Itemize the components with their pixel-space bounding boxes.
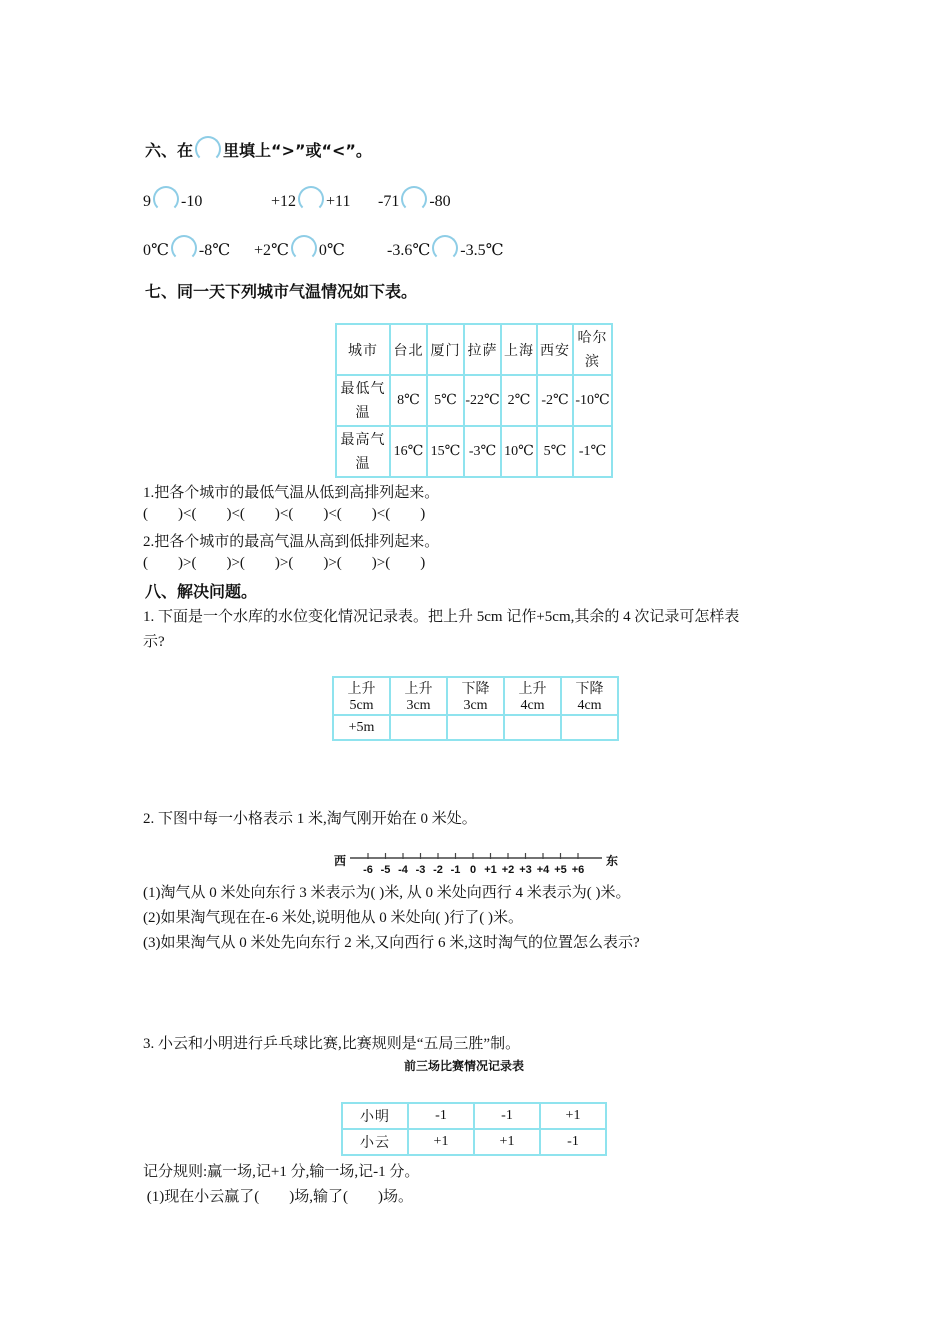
water-header-cell: 上升 3cm — [390, 677, 447, 715]
compare-left: -3.6℃ — [387, 242, 431, 259]
water-value-cell[interactable] — [390, 715, 447, 740]
table-cell: 15℃ — [427, 426, 464, 477]
compare-row-2-item-3 — [387, 235, 503, 261]
water-value-cell: +5m — [333, 715, 390, 740]
answer-circle[interactable] — [432, 235, 458, 261]
answer-circle[interactable] — [401, 186, 427, 212]
water-table-value-row — [333, 715, 618, 740]
header-line-2: 滨 — [585, 353, 600, 370]
table-cell: 2℃ — [501, 375, 537, 426]
compare-right: +11 — [326, 193, 351, 210]
compare-right: -3.5℃ — [460, 242, 504, 259]
table-header-cell: 厦门 — [427, 324, 464, 375]
compare-right: 0℃ — [318, 242, 345, 259]
problem-2: 2. 下图中每一小格表示 1 米,淘气刚开始在 0 米处。 — [143, 811, 477, 827]
tick-label: -4 — [398, 864, 408, 876]
score-table-title: 前三场比赛情况记录表 — [404, 1059, 525, 1073]
score-cell: -1 — [540, 1129, 606, 1155]
water-header-cell: 上升 5cm — [333, 677, 390, 715]
compare-left: 0℃ — [143, 242, 169, 259]
score-table — [341, 1102, 607, 1156]
water-value-cell[interactable] — [504, 715, 561, 740]
question-8-2-1: (1)淘气从 0 米处向东行 3 米表示为( )米, 从 0 米处向西行 4 米表示为( )米。 — [143, 885, 631, 901]
score-cell: +1 — [408, 1129, 474, 1155]
tick-label: +6 — [571, 864, 585, 876]
scoring-rule: 记分规则:赢一场,记+1 分,输一场,记-1 分。 — [143, 1164, 420, 1180]
row-label-line-1: 最高气 — [340, 431, 386, 448]
compare-row-1-item-1 — [143, 186, 202, 212]
compare-row-2-item-1 — [143, 235, 230, 261]
score-cell: -1 — [408, 1103, 474, 1129]
answer-circle[interactable] — [153, 186, 179, 212]
question-8-2-2: (2)如果淘气现在在-6 米处,说明他从 0 米处向( )行了( )米。 — [143, 910, 523, 926]
water-header-cell: 下降 3cm — [447, 677, 504, 715]
answer-circle[interactable] — [291, 235, 317, 261]
question-7-1: 1.把各个城市的最低气温从低到高排列起来。 — [143, 485, 440, 501]
row-label-line-2: 温 — [355, 404, 371, 421]
problem-1-line-2: 示? — [143, 634, 165, 650]
row-label-line-1: 最低气 — [340, 380, 386, 397]
question-7-2: 2.把各个城市的最高气温从高到低排列起来。 — [143, 534, 440, 550]
score-cell: +1 — [540, 1103, 606, 1129]
score-cell: -1 — [474, 1103, 540, 1129]
compare-row-1-item-3 — [378, 186, 451, 212]
tick-label: -6 — [363, 864, 373, 876]
section-6-title — [145, 136, 372, 162]
table-cell: -10℃ — [573, 375, 612, 426]
table-cell: 16℃ — [390, 426, 427, 477]
header-line-1: 哈尔 — [577, 329, 608, 346]
water-value-cell[interactable] — [561, 715, 618, 740]
section-7-title: 七、同一天下列城市气温情况如下表。 — [145, 282, 418, 301]
table-cell: 8℃ — [390, 375, 427, 426]
number-line-tick-labels — [340, 864, 610, 880]
tick-label: -2 — [433, 864, 443, 876]
tick-label: +2 — [501, 864, 515, 876]
water-header-cell: 上升 4cm — [504, 677, 561, 715]
compare-left: 9 — [143, 193, 151, 210]
table-cell: -1℃ — [573, 426, 612, 477]
section-8-title: 八、解决问题。 — [145, 582, 258, 601]
compare-right: -8℃ — [198, 242, 231, 259]
compare-row-1-item-2 — [271, 186, 350, 212]
section-6-title-post: 里填上“>”或“<”。 — [223, 141, 372, 160]
player-name: 小明 — [342, 1103, 408, 1129]
water-header-cell: 下降 4cm — [561, 677, 618, 715]
water-level-table — [332, 676, 619, 741]
section-6-title-pre: 六、在 — [145, 141, 194, 160]
row-label-line-2: 温 — [355, 455, 371, 472]
tick-label: +5 — [554, 864, 567, 876]
tick-label: -3 — [415, 864, 426, 876]
tick-label: +3 — [519, 864, 532, 876]
temperature-table-header-row — [336, 324, 612, 375]
table-header-cell: 拉萨 — [464, 324, 501, 375]
table-row — [342, 1103, 606, 1129]
table-cell: 5℃ — [537, 426, 573, 477]
temperature-table — [335, 323, 613, 478]
table-header-cell: 上海 — [501, 324, 537, 375]
compare-left: +12 — [271, 193, 297, 210]
compare-right: -80 — [429, 193, 451, 210]
problem-1-line-1: 1. 下面是一个水库的水位变化情况记录表。把上升 5cm 记作+5cm,其余的 4 次记录可怎样表 — [143, 609, 740, 625]
tick-label: 0 — [469, 864, 477, 876]
table-header-cell — [573, 324, 612, 375]
table-cell: 5℃ — [427, 375, 464, 426]
table-cell: 10℃ — [501, 426, 537, 477]
answer-circle[interactable] — [298, 186, 324, 212]
answer-circle[interactable] — [171, 235, 197, 261]
row-label — [336, 375, 390, 426]
score-cell: +1 — [474, 1129, 540, 1155]
answer-blanks-7-1[interactable]: ( )<( )<( )<( )<( )<( ) — [143, 506, 426, 522]
question-8-2-3: (3)如果淘气从 0 米处先向东行 2 米,又向西行 6 米,这时淘气的位置怎么表示? — [143, 935, 640, 951]
tick-label: +1 — [484, 864, 497, 876]
tick-label: +4 — [536, 864, 550, 876]
east-label: 东 — [606, 854, 619, 868]
table-header-cell: 西安 — [537, 324, 573, 375]
problem-3: 3. 小云和小明进行乒乓球比赛,比赛规则是“五局三胜”制。 — [143, 1036, 521, 1052]
table-row — [342, 1129, 606, 1155]
tick-label: -1 — [450, 864, 461, 876]
compare-left: -71 — [378, 193, 400, 210]
answer-blanks-7-2[interactable]: ( )>( )>( )>( )>( )>( ) — [143, 555, 426, 571]
water-value-cell[interactable] — [447, 715, 504, 740]
question-8-3-1: (1)现在小云赢了( )场,输了( )场。 — [143, 1189, 413, 1205]
compare-row-2-item-2 — [254, 235, 345, 261]
compare-right: -10 — [181, 193, 203, 210]
table-header-cell: 城市 — [336, 324, 390, 375]
table-row — [336, 426, 612, 477]
table-cell: -22℃ — [464, 375, 501, 426]
table-header-cell: 台北 — [390, 324, 427, 375]
table-cell: -2℃ — [537, 375, 573, 426]
answer-circle-example — [195, 136, 221, 162]
compare-left: +2℃ — [254, 242, 289, 259]
row-label — [336, 426, 390, 477]
water-table-header-row — [333, 677, 618, 715]
west-label: 西 — [334, 854, 347, 868]
table-cell: -3℃ — [464, 426, 501, 477]
player-name: 小云 — [342, 1129, 408, 1155]
tick-label: -5 — [380, 864, 391, 876]
table-row — [336, 375, 612, 426]
